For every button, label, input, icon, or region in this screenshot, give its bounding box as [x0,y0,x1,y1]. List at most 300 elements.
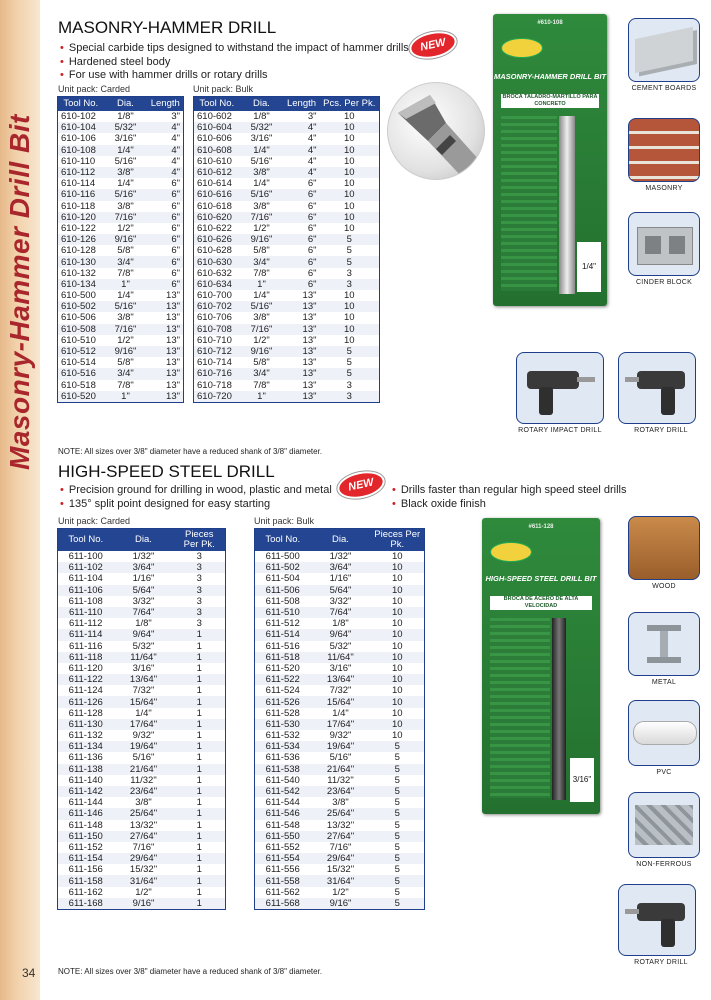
package-code: #610-108 [537,20,563,26]
table-cell: 611-550 [255,831,311,842]
table-cell: 3/4" [240,256,284,267]
table-cell: 611-128 [68,707,103,719]
table-row [58,842,226,853]
table-row [255,629,425,640]
table-cell: 4" [171,133,180,145]
table-row [194,156,380,167]
table-cell: 10 [371,607,425,618]
package-code: #611-128 [528,524,554,530]
tool-rotary-drill-2 [618,884,704,966]
table-cell: 1 [196,685,202,697]
table-cell: 610-128 [61,245,96,257]
table-row [255,842,425,853]
table-cell: 6" [148,256,184,267]
table-cell: 5 [394,841,400,853]
table-cell: 610-102 [61,111,96,123]
table-cell: 610-610 [197,155,232,167]
table-cell: 21/64" [114,764,174,775]
table-cell: 5 [371,764,425,775]
table-cell: 611-118 [58,652,114,663]
tool-rotary-drill [618,352,704,434]
table-row [58,122,184,133]
table-row [194,290,380,301]
table-cell: 610-710 [197,334,232,346]
table-row [58,380,184,391]
table-cell: 1 [196,707,202,719]
table-cell: 611-152 [68,841,103,853]
table-cell: 7/32" [132,685,155,697]
table-cell: 611-146 [58,808,114,819]
table-cell: 13" [166,334,180,346]
table-row [194,324,380,335]
table-cell: 610-514 [61,357,96,369]
table-cell: 10 [343,290,355,302]
table-cell: 1" [240,279,284,290]
package-size-label: 3/16" [570,758,594,802]
table-cell: 9/32" [132,730,155,742]
table-row [194,111,380,122]
table-cell: 5/8" [117,245,134,257]
table-row [255,696,425,707]
hss-title: HIGH-SPEED STEEL DRILL [58,462,275,481]
table-cell: 610-622 [197,222,232,234]
table-cell: 5/16" [104,301,148,312]
table-cell: 6" [148,234,184,245]
masonry-carded-unit: Unit pack: Carded [58,84,131,94]
table-row [194,391,380,403]
table-cell: 1 [174,853,226,864]
table-cell: 1 [174,898,226,910]
table-cell: 611-162 [68,886,103,898]
table-cell: 610-706 [197,312,232,324]
table-cell: 610-112 [58,167,104,178]
table-cell: 10 [391,640,403,652]
table-cell: 13" [166,290,180,302]
table-cell: 5/16" [104,189,148,200]
table-cell: 7/64" [311,607,371,618]
table-row [58,730,226,741]
table-cell: 1 [174,875,226,886]
table-cell: 4" [148,167,184,178]
table-row [194,279,380,290]
table-cell: 10 [343,178,355,190]
table-cell: 3/4" [240,368,284,379]
table-row [255,596,425,607]
table-cell: 5 [371,741,425,752]
table-row [58,368,184,379]
table-cell: 611-542 [255,786,311,797]
table-cell: 7/16" [132,841,155,853]
table-cell: 611-154 [58,853,114,864]
table-cell: 611-532 [265,730,300,742]
table-cell: 5 [320,234,380,245]
table-cell: 5 [394,774,400,786]
table-cell: 611-112 [69,618,103,630]
table-cell: 10 [391,595,403,607]
table-cell: 9/16" [104,346,148,357]
table-row [58,312,184,323]
table-cell: 610-616 [194,189,240,200]
table-cell: 4" [284,167,320,178]
table-cell: 610-116 [58,189,104,200]
table-cell: 611-506 [255,585,311,596]
table-cell: 610-518 [61,379,96,391]
table-cell: 31/64" [311,875,371,886]
bullet-item: • Special carbide tips designed to withstand the impact of hammer drills [60,42,409,56]
table-cell: 13" [148,324,184,335]
table-cell: 17/64" [311,719,371,730]
table-cell: 611-508 [265,595,300,607]
table-cell: 1/8" [117,111,134,123]
table-cell: 13" [302,357,317,369]
table-cell: 17/64" [114,719,174,730]
table-cell: 1 [174,786,226,797]
table-cell: 10 [371,562,425,573]
masonry-bullets [60,42,409,83]
table-cell: 9/32" [329,730,352,742]
table-cell: 611-500 [265,551,300,563]
table-row [255,685,425,696]
table-cell: 611-130 [58,719,114,730]
table-cell: 5 [371,898,425,910]
table-cell: 5/32" [132,640,155,652]
table-row [58,719,226,730]
table-row [255,853,425,864]
table-cell: 611-168 [58,898,114,910]
masonry-new-badge: NEW [407,27,459,62]
table-cell: 3/64" [311,562,371,573]
table-cell: 611-556 [265,864,300,876]
table-cell: 11/64" [114,652,174,663]
table-cell: 610-110 [61,155,96,167]
table-cell: 7/8" [117,267,134,279]
material-cinder-block [628,212,700,286]
table-cell: 610-626 [194,234,240,245]
table-cell: 611-120 [68,662,103,674]
table-cell: 10 [371,629,425,640]
table-cell: 610-612 [194,167,240,178]
table-cell: 7/16" [104,324,148,335]
table-cell: 610-708 [194,324,240,335]
table-cell: 610-122 [61,222,96,234]
table-cell: 5/8" [117,357,134,369]
table-row [194,201,380,212]
table-cell: 611-502 [255,562,311,573]
table-row [194,312,380,323]
col-header: Dia. [104,97,148,112]
table-cell: 610-602 [197,111,232,123]
table-row [58,853,226,864]
table-cell: 1 [196,819,202,831]
table-cell: 3 [174,585,226,596]
table-cell: 1 [174,674,226,685]
table-row [58,268,184,279]
table-row [58,898,226,910]
material-label: METAL [651,679,677,686]
material-label: CINDER BLOCK [635,279,693,286]
table-cell: 15/32" [129,864,158,876]
table-cell: 5/64" [311,585,371,596]
table-cell: 3/8" [253,312,270,324]
table-cell: 1/2" [332,886,349,898]
table-row [194,301,380,312]
masonry-bulk-unit: Unit pack: Bulk [193,84,254,94]
table-cell: 610-510 [61,334,96,346]
table-row [58,290,184,301]
table-row [58,607,226,618]
col-header: Dia. [311,529,371,552]
table-row [255,775,425,786]
table-cell: 5/16" [250,155,273,167]
table-cell: 9/16" [240,346,284,357]
table-cell: 10 [343,222,355,234]
table-row [255,887,425,898]
table-cell: 5 [394,797,400,809]
table-cell: 1 [196,774,202,786]
table-row [58,189,184,200]
table-cell: 13" [302,290,317,302]
table-cell: 5 [346,357,352,369]
table-cell: 5/16" [114,155,137,167]
table-cell: 10 [320,324,380,335]
table-cell: 5 [394,819,400,831]
table-cell: 4" [307,133,317,145]
table-cell: 1/2" [117,222,134,234]
table-row [58,663,226,674]
table-cell: 6" [171,245,180,257]
table-row [58,324,184,335]
table-cell: 10 [391,573,403,585]
table-cell: 1 [196,730,202,742]
table-cell: 5 [394,864,400,876]
table-cell: 5 [371,786,425,797]
table-cell: 10 [343,312,355,324]
table-cell: 5 [320,346,380,357]
table-cell: 611-536 [265,752,300,764]
table-cell: 611-548 [265,819,300,831]
table-row [194,245,380,256]
cinder-block-icon [628,212,700,276]
table-cell: 611-528 [265,707,300,719]
table-cell: 611-134 [58,741,114,752]
table-cell: 6" [284,212,320,223]
table-cell: 5 [394,886,400,898]
table-cell: 7/8" [253,379,270,391]
table-cell: 7/8" [117,379,134,391]
table-cell: 10 [320,212,380,223]
table-cell: 13" [166,357,180,369]
table-row [58,346,184,357]
table-cell: 21/64" [311,764,371,775]
table-cell: 9/64" [114,629,174,640]
table-row [58,201,184,212]
table-cell: 3/64" [114,562,174,573]
table-cell: 29/64" [114,853,174,864]
table-row [58,223,184,234]
material-cement-boards [628,18,700,92]
table-cell: 1 [174,741,226,752]
table-cell: 13" [284,391,320,403]
table-cell: 610-718 [197,379,232,391]
table-cell: 10 [371,696,425,707]
table-cell: 10 [343,133,355,145]
table-cell: 611-516 [265,640,300,652]
table-cell: 13" [148,301,184,312]
table-cell: 610-130 [58,256,104,267]
table-row [255,719,425,730]
table-row [194,335,380,346]
table-cell: 611-136 [68,752,103,764]
wood-icon [628,516,700,580]
table-cell: 611-514 [255,629,311,640]
material-label: NON-FERROUS [636,861,692,868]
table-row [58,234,184,245]
table-cell: 611-148 [68,819,103,831]
table-cell: 10 [391,662,403,674]
table-cell: 1 [174,764,226,775]
col-header: Dia. [240,97,284,112]
table-cell: 7/8" [253,267,270,279]
table-cell: 611-558 [255,875,311,886]
table-cell: 5/32" [329,640,352,652]
table-cell: 611-512 [265,618,300,630]
table-cell: 5 [394,752,400,764]
table-cell: 611-110 [58,607,114,618]
table-cell: 610-716 [194,368,240,379]
table-cell: 10 [320,122,380,133]
table-cell: 610-606 [197,133,232,145]
package-subtitle: BROCA TALADRO-MARTILLO PARA CONCRETO [502,94,598,107]
table-cell: 11/64" [311,652,371,663]
table-cell: 611-562 [265,886,300,898]
table-cell: 1 [196,662,202,674]
table-cell: 6" [307,245,317,257]
table-cell: 3" [171,111,180,123]
hss-carded-table [57,528,226,910]
table-row [255,652,425,663]
table-cell: 1" [104,391,148,403]
table-cell: 10 [391,618,403,630]
table-row [58,551,226,562]
table-cell: 3 [320,391,380,403]
table-cell: 13" [166,312,180,324]
table-cell: 611-520 [265,662,300,674]
table-cell: 10 [320,145,380,156]
table-cell: 13" [166,379,180,391]
table-cell: 1/8" [135,618,152,630]
col-header: Length [284,97,320,112]
table-cell: 1 [196,886,202,898]
table-cell: 3/8" [240,167,284,178]
table-row [255,797,425,808]
table-row [194,133,380,144]
table-cell: 610-516 [58,368,104,379]
hss-bullets-right [392,484,626,511]
table-row [58,786,226,797]
table-cell: 6" [284,234,320,245]
table-cell: 610-700 [197,290,232,302]
bullet-item: • Precision ground for drilling in wood, plastic and metal [60,484,332,498]
table-row [255,808,425,819]
table-row [255,741,425,752]
table-cell: 611-538 [255,764,311,775]
table-row [58,279,184,290]
col-header: Length [148,97,184,112]
bullet-item: • Black oxide finish [392,498,626,512]
table-cell: 9/64" [311,629,371,640]
table-cell: 1/4" [135,707,152,719]
table-cell: 6" [171,222,180,234]
table-cell: 1/4" [117,290,134,302]
table-cell: 611-158 [58,875,114,886]
cement-board-icon [628,18,700,82]
table-cell: 611-552 [265,841,300,853]
table-cell: 611-140 [68,774,103,786]
table-row [58,335,184,346]
package-subtitle: BROCA DE ACERO DE ALTA VELOCIDAD [490,596,592,610]
table-cell: 611-114 [58,629,114,640]
material-non-ferrous [628,792,700,868]
table-cell: 10 [320,167,380,178]
table-cell: 3 [174,607,226,618]
table-row [58,618,226,629]
table-cell: 1 [196,640,202,652]
table-row [58,696,226,707]
bullet-item: • Hardened steel body [60,56,409,70]
table-cell: 3 [196,551,202,563]
table-cell: 10 [343,111,355,123]
table-row [58,820,226,831]
table-row [255,562,425,573]
table-cell: 10 [320,301,380,312]
table-cell: 610-608 [194,145,240,156]
material-wood [628,516,700,590]
table-cell: 6" [307,267,317,279]
table-cell: 3 [196,595,202,607]
table-cell: 13/64" [114,674,174,685]
table-cell: 3/16" [132,662,155,674]
table-cell: 3/4" [104,368,148,379]
table-row [255,674,425,685]
table-cell: 610-618 [197,200,232,212]
table-cell: 13" [302,379,317,391]
table-cell: 7/16" [240,212,284,223]
table-cell: 3/4" [104,256,148,267]
table-cell: 10 [391,551,403,563]
table-cell: 3 [346,379,352,391]
table-row [58,652,226,663]
col-header: Tool No. [255,529,311,552]
table-cell: 1/4" [104,145,148,156]
table-row [255,752,425,763]
table-cell: 611-524 [265,685,300,697]
table-row [194,223,380,234]
table-row [194,357,380,368]
table-cell: 610-614 [197,178,232,190]
table-row [58,887,226,898]
table-cell: 1 [196,797,202,809]
table-cell: 27/64" [114,831,174,842]
table-cell: 3/8" [104,167,148,178]
table-row [58,301,184,312]
table-cell: 11/32" [327,774,354,786]
table-row [255,573,425,584]
table-cell: 7/16" [329,841,352,853]
table-cell: 5 [371,853,425,864]
table-row [255,875,425,886]
table-cell: 10 [343,334,355,346]
material-metal [628,612,700,686]
